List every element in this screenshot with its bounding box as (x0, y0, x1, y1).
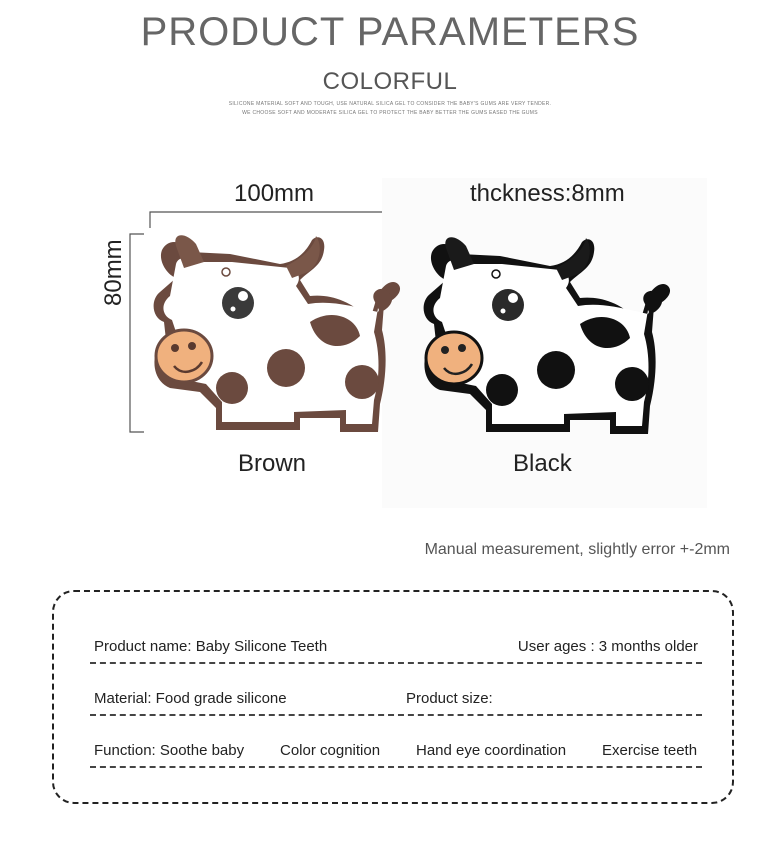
spec-row-name-age (90, 634, 702, 664)
fine-print-line-1: SILICONE MATERIAL SOFT AND TOUGH, USE NATURAL SILICA GEL TO CONSIDER THE BABY'S GUMS ARE VERY TENDER. (228, 101, 552, 107)
fine-print-line-2: WE CHOOSE SOFT AND MODERATE SILICA GEL TO PROTECT THE BABY BETTER THE GUMS EASED THE GUMS (242, 110, 538, 116)
thickness-label: thckness:8mm (470, 180, 625, 207)
brown-cow-teether (154, 235, 400, 432)
width-dimension-line (150, 212, 402, 228)
spec-function-2: Color cognition (280, 742, 381, 759)
width-label: 100mm (234, 180, 315, 207)
page-title: PRODUCT PARAMETERS (140, 10, 640, 54)
spec-user-ages: User ages : 3 months older (517, 638, 698, 655)
spec-function-3: Hand eye coordination (416, 742, 567, 759)
variant-label-brown: Brown (238, 450, 307, 477)
spec-row-material-size (90, 686, 702, 716)
spec-panel (52, 590, 734, 804)
spec-material: Material: Food grade silicone (94, 690, 287, 707)
height-label: 80mm (100, 239, 127, 306)
spec-function-4: Exercise teeth (602, 742, 698, 759)
spec-row-function (90, 738, 702, 768)
spec-product-size: Product size: (406, 690, 493, 707)
measurement-note: Manual measurement, slightly error +-2mm (424, 541, 730, 558)
page-subtitle: COLORFUL (322, 68, 458, 95)
spec-function-1: Function: Soothe baby (94, 742, 245, 759)
variant-label-black: Black (513, 450, 572, 477)
spec-product-name: Product name: Baby Silicone Teeth (94, 638, 328, 655)
height-dimension-line (130, 234, 144, 432)
